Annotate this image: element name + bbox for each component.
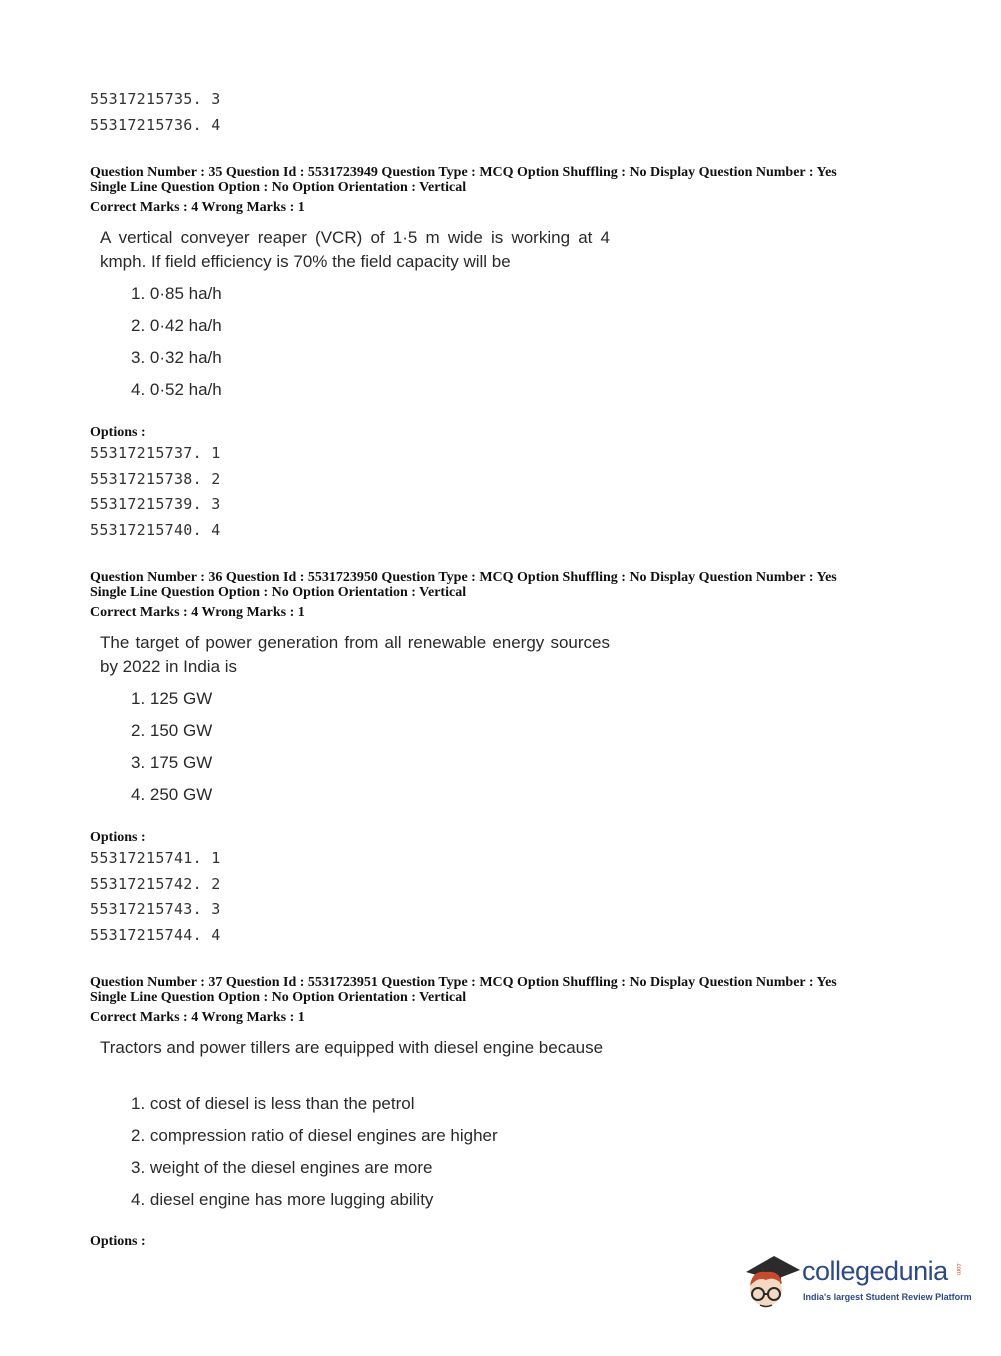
question-meta-2: Single Line Question Option : No Option Orientation : Vertical [90, 585, 467, 600]
answer-choice: 4. 0·52 ha/h [131, 380, 222, 399]
question-meta-2: Single Line Question Option : No Option Orientation : Vertical [90, 180, 467, 195]
option-code: 55317215739. 3 [90, 495, 221, 513]
question-meta: Question Number : 35 Question Id : 5531723949 Question Type : MCQ Option Shuffling : No Display Question Number : Yes [90, 165, 837, 180]
answer-choice: 1. 125 GW [131, 689, 213, 708]
options-label: Options : [90, 425, 146, 440]
collegedunia-logo [740, 1250, 970, 1318]
question-marks: Correct Marks : 4 Wrong Marks : 1 [90, 605, 305, 620]
answer-choice: 3. weight of the diesel engines are more [131, 1158, 433, 1177]
question-marks: Correct Marks : 4 Wrong Marks : 1 [90, 1010, 305, 1025]
answer-choice: 1. cost of diesel is less than the petrol [131, 1094, 415, 1113]
options-label: Options : [90, 1234, 146, 1249]
option-code: 55317215742. 2 [90, 875, 221, 893]
option-code: 55317215738. 2 [90, 470, 221, 488]
question-text: Tractors and power tillers are equipped with diesel engine because [100, 1038, 604, 1057]
option-code: 55317215737. 1 [90, 444, 221, 462]
logo-wordmark: collegedunia [802, 1256, 948, 1286]
question-text: The target of power generation from all renewable energy sources by 2022 in India is [100, 633, 610, 676]
option-code: 55317215744. 4 [90, 926, 221, 944]
question-meta: Question Number : 36 Question Id : 5531723950 Question Type : MCQ Option Shuffling : No Display Question Number : Yes [90, 570, 837, 585]
options-label: Options : [90, 830, 146, 845]
option-code: 55317215740. 4 [90, 521, 221, 539]
logo-suffix: .com [955, 1262, 961, 1276]
answer-choice: 2. compression ratio of diesel engines are higher [131, 1126, 498, 1145]
question-marks: Correct Marks : 4 Wrong Marks : 1 [90, 200, 305, 215]
option-code: 55317215735. 3 [90, 90, 221, 108]
answer-choice: 4. diesel engine has more lugging ability [131, 1190, 434, 1209]
answer-choice: 3. 175 GW [131, 753, 213, 772]
logo-tagline: India's largest Student Review Platform [803, 1292, 972, 1302]
answer-choice: 1. 0·85 ha/h [131, 284, 222, 303]
answer-choice: 2. 150 GW [131, 721, 213, 740]
option-code: 55317215743. 3 [90, 900, 221, 918]
question-text: A vertical conveyer reaper (VCR) of 1·5 m wide is working at 4 kmph. If field efficiency is 70% the field capacity will be [100, 228, 610, 271]
question-meta: Question Number : 37 Question Id : 5531723951 Question Type : MCQ Option Shuffling : No Display Question Number : Yes [90, 975, 837, 990]
option-code: 55317215736. 4 [90, 116, 221, 134]
answer-choice: 3. 0·32 ha/h [131, 348, 222, 367]
option-code: 55317215741. 1 [90, 849, 221, 867]
answer-choice: 2. 0·42 ha/h [131, 316, 222, 335]
question-meta-2: Single Line Question Option : No Option Orientation : Vertical [90, 990, 467, 1005]
answer-choice: 4. 250 GW [131, 785, 213, 804]
mascot-icon [740, 1250, 802, 1314]
